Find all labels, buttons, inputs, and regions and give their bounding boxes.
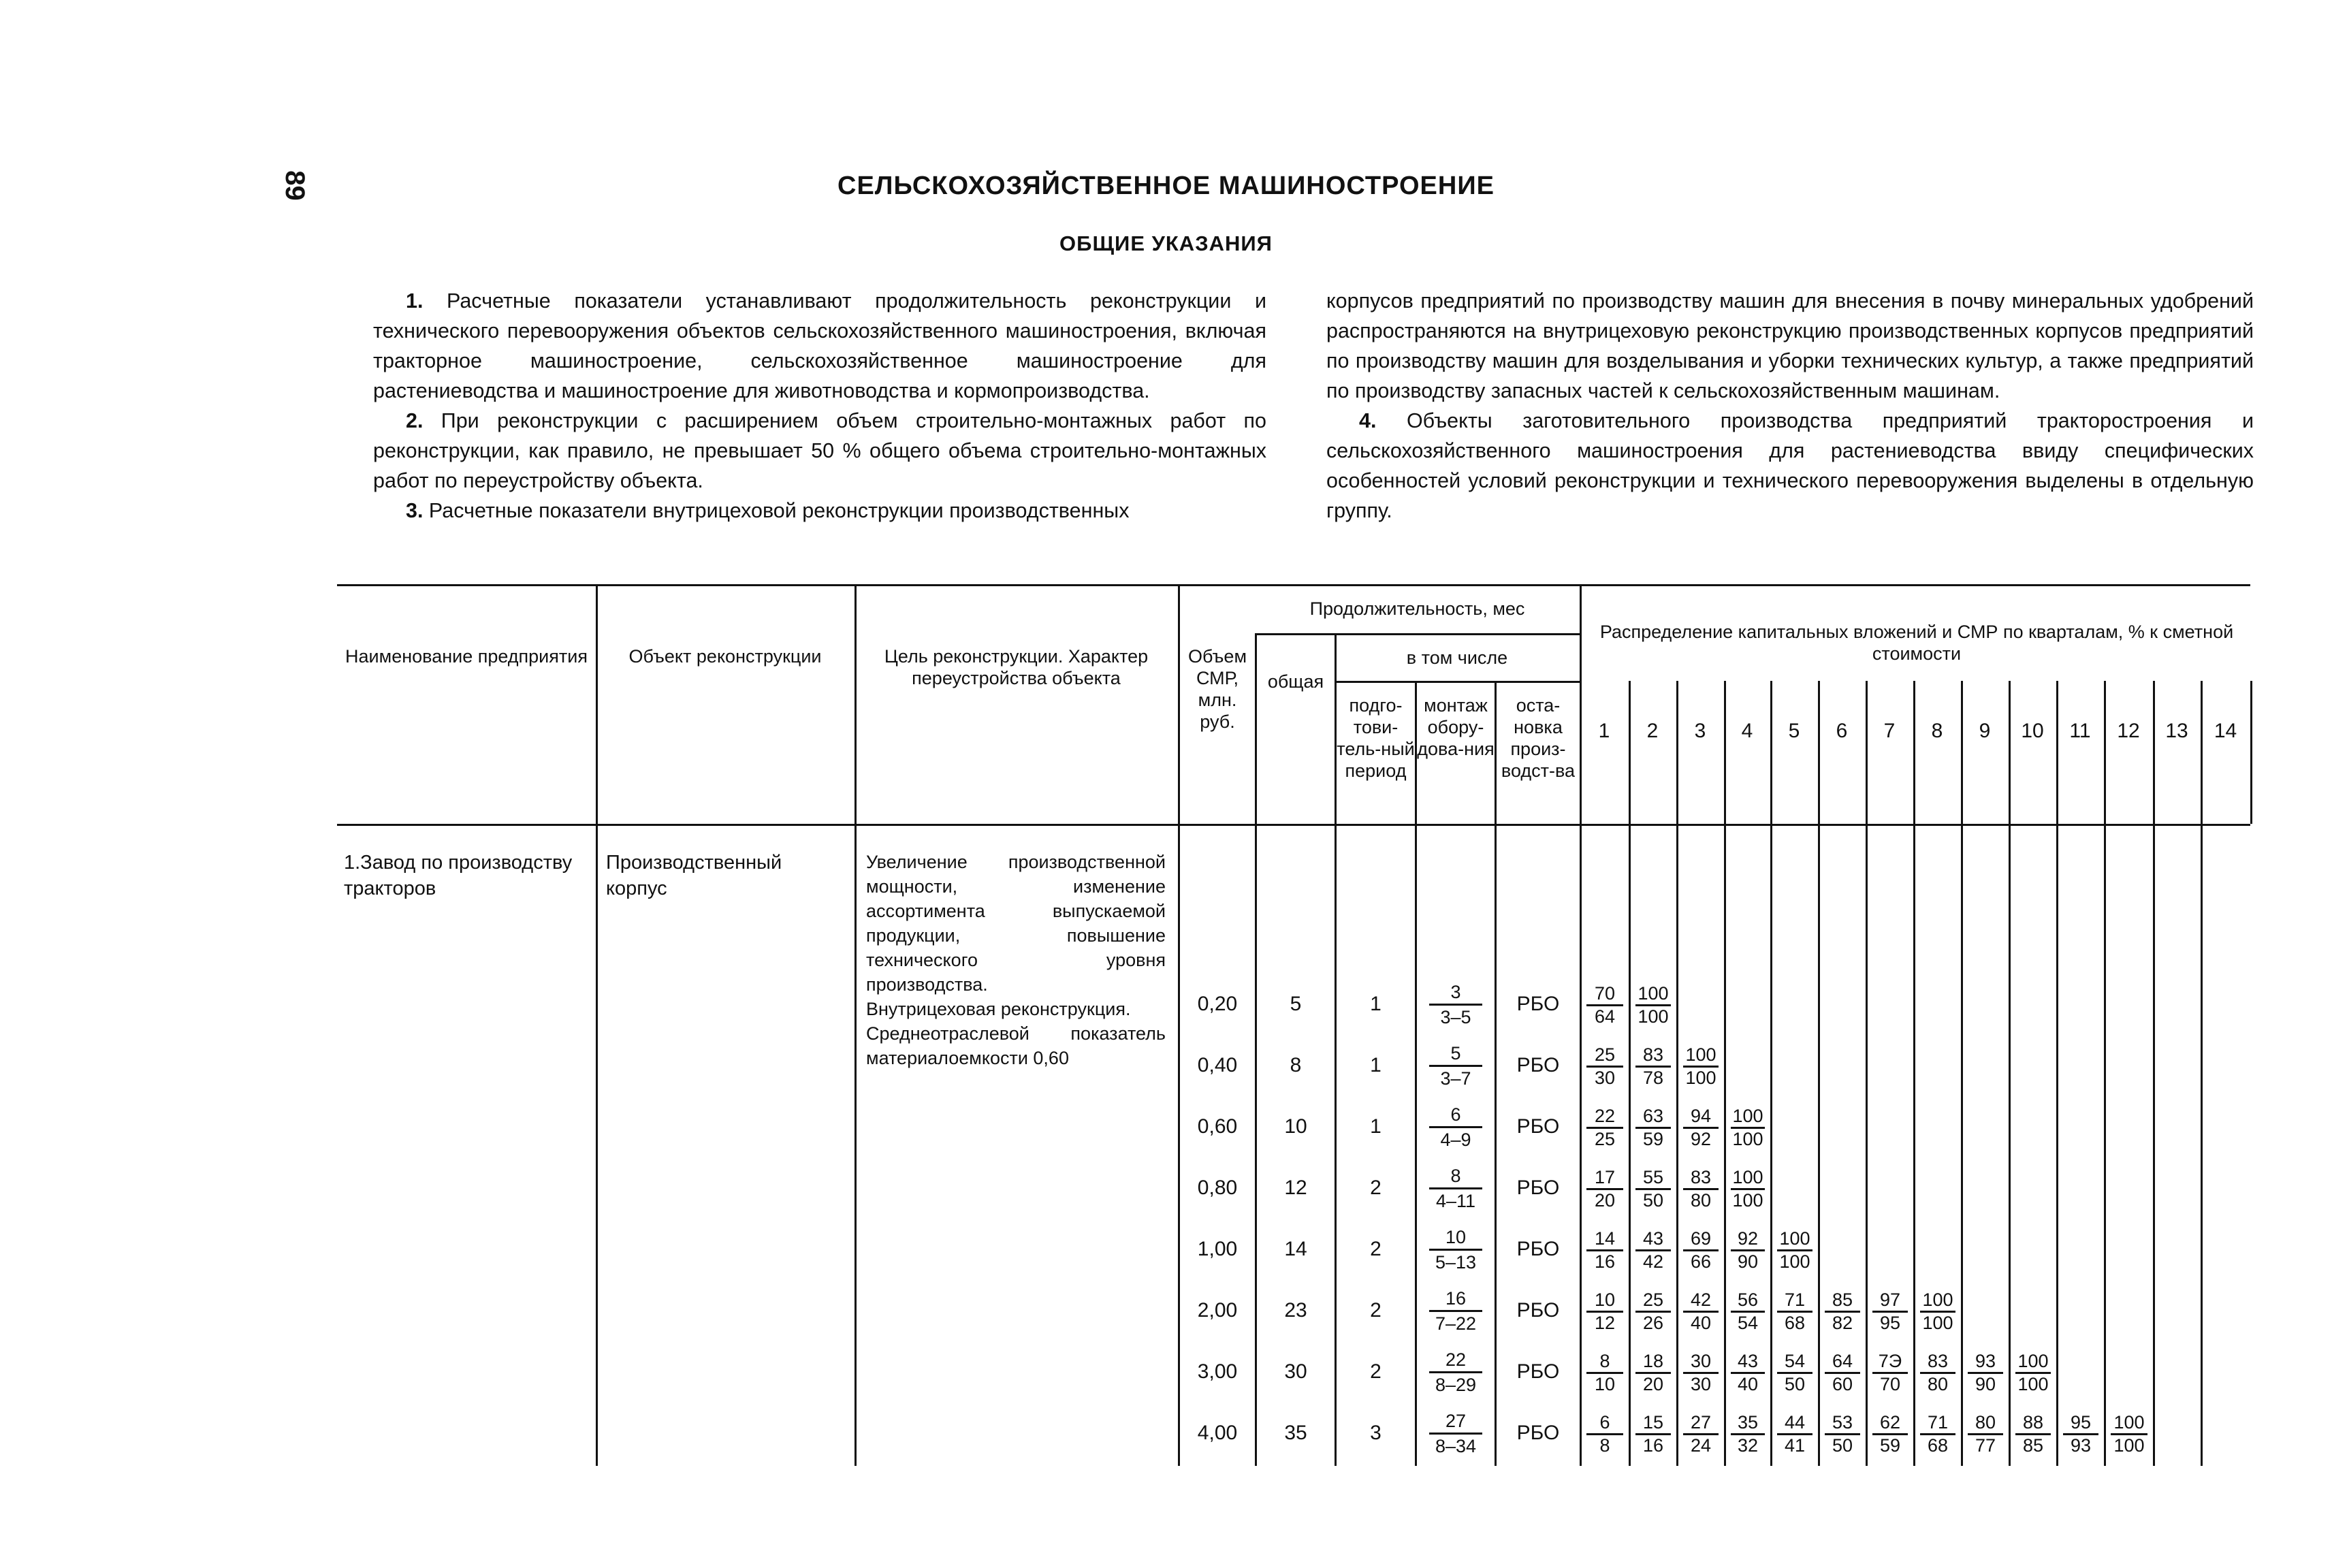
mount-window: 4–11 — [1435, 1191, 1476, 1211]
cell-volume: 0,40 — [1197, 1054, 1238, 1076]
smr-pct: 100 — [2017, 1374, 2049, 1394]
cell-total: 14 — [1284, 1238, 1307, 1260]
smr-pct: 50 — [1832, 1435, 1853, 1456]
paragraph-2-text: При реконструкции с расширением объем строительно-монтажных работ по реконструкции, как правило, не превышает 50 % общего объема строительно-монтажных работ по переустройству объекта. — [373, 409, 1266, 492]
header-duration: Продолжительность, мес — [1309, 598, 1525, 619]
cell-stop: РБО — [1516, 1054, 1560, 1076]
smr-pct: 40 — [1690, 1313, 1712, 1333]
paragraph-3-text: Расчетные показатели внутрицеховой реконструкции производственных — [423, 499, 1130, 522]
page-number: 89 — [279, 170, 310, 201]
quarter-col-rule — [1770, 681, 1772, 1466]
cell-volume: 1,00 — [1197, 1238, 1238, 1260]
table-header-bottom-rule — [337, 824, 2250, 826]
header-total: общая — [1267, 671, 1324, 692]
cell-quarter-3 — [1683, 1412, 1719, 1456]
smr-pct: 70 — [1879, 1374, 1901, 1394]
smr-pct: 66 — [1690, 1251, 1712, 1272]
mount-duration: 22 — [1429, 1348, 1482, 1373]
cell-enterprise: 1.Завод по производству тракторов — [344, 852, 573, 899]
mount-duration: 27 — [1429, 1409, 1482, 1435]
header-quarter-3: 3 — [1694, 720, 1706, 742]
paragraph-1 — [373, 286, 1266, 406]
capital-investment-pct: 10 — [1586, 1290, 1623, 1313]
cell-mount — [1417, 1226, 1495, 1274]
capital-investment-pct: 6 — [1586, 1412, 1623, 1435]
cell-prep: 2 — [1370, 1360, 1381, 1383]
header-goal: Цель реконструкции. Характер переустройства объекта — [884, 646, 1149, 688]
cell-quarter-2 — [1635, 1412, 1671, 1456]
cell-volume: 4,00 — [1197, 1422, 1238, 1444]
cell-stop: РБО — [1516, 1238, 1560, 1260]
capital-investment-pct: 8 — [1586, 1351, 1623, 1374]
capital-investment-pct: 22 — [1586, 1106, 1623, 1129]
cell-mount — [1417, 1348, 1495, 1396]
quarter-col-rule — [1866, 681, 1868, 1466]
header-volume: Объем СМР, млн. руб. — [1187, 646, 1247, 732]
cell-quarter-5 — [1777, 1228, 1812, 1273]
cell-quarter-12 — [2111, 1412, 2147, 1456]
cell-quarter-2 — [1635, 1044, 1671, 1089]
text-column-right — [1326, 286, 2254, 526]
cell-quarter-1 — [1586, 983, 1623, 1027]
smr-pct: 78 — [1642, 1068, 1664, 1088]
quarter-col-rule — [2056, 681, 2058, 1466]
paragraph-3-number: 3. — [406, 499, 424, 522]
mount-duration: 16 — [1429, 1287, 1482, 1312]
capital-investment-pct: 43 — [1635, 1228, 1671, 1251]
cell-quarter-9 — [1968, 1351, 2003, 1395]
smr-pct: 20 — [1642, 1374, 1664, 1394]
cell-quarter-1 — [1586, 1412, 1623, 1456]
header-quarter-1: 1 — [1598, 720, 1610, 742]
paragraph-2-number: 2. — [406, 409, 424, 432]
mount-duration: 8 — [1429, 1164, 1482, 1189]
smr-pct: 42 — [1642, 1251, 1664, 1272]
cell-stop: РБО — [1516, 1299, 1560, 1322]
capital-investment-pct: 56 — [1731, 1290, 1765, 1313]
quarter-col-rule — [2009, 681, 2011, 1466]
cell-quarter-7 — [1872, 1351, 1908, 1395]
cell-quarter-4 — [1731, 1228, 1765, 1273]
smr-pct: 100 — [2113, 1435, 2145, 1456]
mount-duration: 3 — [1429, 980, 1482, 1006]
paragraph-3 — [373, 496, 1266, 526]
header-quarter-4: 4 — [1741, 720, 1753, 742]
capital-investment-pct: 92 — [1731, 1228, 1765, 1251]
smr-pct: 16 — [1642, 1435, 1664, 1456]
paragraph-2 — [373, 406, 1266, 496]
col-rule-8 — [1580, 584, 1582, 1466]
mount-window: 8–29 — [1435, 1375, 1477, 1395]
capital-investment-pct: 100 — [2015, 1351, 2051, 1374]
cell-prep: 2 — [1370, 1299, 1381, 1322]
cell-object: Производственный корпус — [606, 852, 782, 899]
capital-investment-pct: 100 — [1731, 1106, 1765, 1129]
goal-text-2: Внутрицеховая реконструкция. — [866, 999, 1131, 1019]
cell-volume: 2,00 — [1197, 1299, 1238, 1322]
paragraph-4-text: Объекты заготовительного производства предприятий тракторостроения и сельскохозяйственного машиностроения для растениеводства ввиду специфических особенностей условий реконструкции и технического перевооружения выделены в отдельную группу. — [1326, 409, 2254, 522]
paragraph-3-continued: корпусов предприятий по производству машин для внесения в почву минеральных удобрений распространяются на внутрицеховую реконструкцию производственных корпусов предприятий по производству машин для возделывания и уборки технических культур, а также предприятий по производству запасных частей к сельскохозяйственным машинам. — [1326, 289, 2254, 402]
mount-window: 5–13 — [1435, 1252, 1477, 1273]
cell-mount — [1417, 1103, 1495, 1151]
cell-total: 30 — [1284, 1360, 1307, 1383]
smr-pct: 50 — [1784, 1374, 1806, 1394]
mount-window: 8–34 — [1435, 1436, 1477, 1456]
goal-text-3: Среднеотраслевой показатель материалоемкости 0,60 — [866, 1023, 1166, 1068]
cell-stop: РБО — [1516, 1360, 1560, 1383]
header-quarter-11: 11 — [2069, 720, 2091, 742]
cell-quarter-4 — [1731, 1290, 1765, 1334]
smr-pct: 68 — [1927, 1435, 1949, 1456]
capital-investment-pct: 14 — [1586, 1228, 1623, 1251]
cell-quarter-8 — [1920, 1290, 1955, 1334]
cell-quarter-3 — [1683, 1167, 1719, 1211]
cell-prep: 3 — [1370, 1422, 1381, 1444]
cell-quarter-5 — [1777, 1412, 1812, 1456]
cell-prep: 1 — [1370, 1054, 1381, 1076]
cell-stop: РБО — [1516, 1177, 1560, 1199]
smr-pct: 100 — [1779, 1251, 1810, 1272]
mount-duration: 10 — [1429, 1226, 1482, 1251]
cell-mount — [1417, 1287, 1495, 1335]
mount-duration: 6 — [1429, 1103, 1482, 1128]
capital-investment-pct: 85 — [1825, 1290, 1860, 1313]
capital-investment-pct: 100 — [1731, 1167, 1765, 1190]
cell-quarter-3 — [1683, 1290, 1719, 1334]
capital-investment-pct: 30 — [1683, 1351, 1719, 1374]
smr-pct: 12 — [1594, 1313, 1616, 1333]
header-prep: подго-тови-тель-ный период — [1337, 695, 1415, 781]
capital-investment-pct: 71 — [1920, 1412, 1955, 1435]
mount-duration: 5 — [1429, 1042, 1482, 1067]
quarter-col-rule — [2153, 681, 2155, 1466]
smr-pct: 80 — [1690, 1190, 1712, 1211]
smr-pct: 25 — [1594, 1129, 1616, 1149]
capital-investment-pct: 83 — [1920, 1351, 1955, 1374]
cell-mount — [1417, 980, 1495, 1029]
cell-quarter-2 — [1635, 1228, 1671, 1273]
cell-quarter-1 — [1586, 1351, 1623, 1395]
text-column-left — [373, 286, 1266, 526]
paragraph-4-number: 4. — [1359, 409, 1377, 432]
header-including: в том числе — [1406, 647, 1508, 668]
capital-investment-pct: 100 — [1683, 1044, 1719, 1068]
header-quarter-2: 2 — [1646, 720, 1659, 742]
header-quarter-5: 5 — [1788, 720, 1800, 742]
col-rule-4 — [1255, 633, 1257, 1466]
cell-quarter-9 — [1968, 1412, 2003, 1456]
duration-header-rule — [1255, 633, 1580, 635]
capital-investment-pct: 100 — [1920, 1290, 1955, 1313]
cell-quarter-8 — [1920, 1412, 1955, 1456]
smr-pct: 60 — [1832, 1374, 1853, 1394]
cell-total: 8 — [1290, 1054, 1302, 1076]
capital-investment-pct: 97 — [1872, 1290, 1908, 1313]
smr-pct: 20 — [1594, 1190, 1616, 1211]
smr-pct: 90 — [1975, 1374, 1996, 1394]
smr-pct: 82 — [1832, 1313, 1853, 1333]
smr-pct: 40 — [1737, 1374, 1759, 1394]
smr-pct: 50 — [1642, 1190, 1664, 1211]
quarter-col-rule — [1961, 681, 1963, 1466]
smr-pct: 26 — [1642, 1313, 1664, 1333]
cell-quarter-1 — [1586, 1106, 1623, 1150]
smr-pct: 30 — [1690, 1374, 1712, 1394]
capital-investment-pct: 80 — [1968, 1412, 2003, 1435]
cell-total: 5 — [1290, 993, 1302, 1015]
mount-window: 7–22 — [1435, 1313, 1477, 1334]
smr-pct: 100 — [1638, 1006, 1669, 1027]
cell-quarter-6 — [1825, 1412, 1860, 1456]
capital-investment-pct: 100 — [2111, 1412, 2147, 1435]
cell-prep: 1 — [1370, 993, 1381, 1015]
capital-investment-pct: 100 — [1635, 983, 1671, 1006]
header-object: Объект реконструкции — [628, 646, 822, 667]
table-top-rule — [337, 584, 2250, 586]
capital-investment-pct: 63 — [1635, 1106, 1671, 1129]
cell-quarter-1 — [1586, 1290, 1623, 1334]
cell-quarter-7 — [1872, 1412, 1908, 1456]
quarter-col-rule — [1818, 681, 1820, 1466]
cell-quarter-8 — [1920, 1351, 1955, 1395]
cell-quarter-4 — [1731, 1412, 1765, 1456]
paragraph-4 — [1326, 406, 2254, 526]
smr-pct: 16 — [1594, 1251, 1616, 1272]
smr-pct: 41 — [1784, 1435, 1806, 1456]
cell-goal — [866, 850, 1166, 1070]
quarter-col-rule — [1629, 681, 1631, 1466]
cell-quarter-2 — [1635, 1290, 1671, 1334]
cell-volume: 0,60 — [1197, 1115, 1238, 1138]
header-quarter-13: 13 — [2165, 720, 2188, 742]
capital-investment-pct: 54 — [1777, 1351, 1812, 1374]
cell-quarter-1 — [1586, 1228, 1623, 1273]
mount-window: 4–9 — [1440, 1130, 1471, 1150]
quarter-col-rule — [2201, 681, 2203, 1466]
capital-investment-pct: 7Э — [1872, 1351, 1908, 1374]
mount-window: 3–7 — [1440, 1068, 1471, 1089]
capital-investment-pct: 71 — [1777, 1290, 1812, 1313]
cell-volume: 0,20 — [1197, 993, 1238, 1015]
smr-pct: 100 — [1922, 1313, 1953, 1333]
cell-quarter-5 — [1777, 1351, 1812, 1395]
smr-pct: 8 — [1599, 1435, 1610, 1456]
capital-investment-pct: 44 — [1777, 1412, 1812, 1435]
cell-mount — [1417, 1409, 1495, 1458]
capital-investment-pct: 69 — [1683, 1228, 1719, 1251]
smr-pct: 100 — [1685, 1068, 1716, 1088]
header-stop: оста-новка произ-водст-ва — [1501, 695, 1576, 781]
goal-text-1: Увеличение производственной мощности, изменение ассортимента выпускаемой продукции, повышение технического уровня производства. — [866, 852, 1166, 995]
smr-pct: 64 — [1594, 1006, 1616, 1027]
cell-stop: РБО — [1516, 1422, 1560, 1444]
capital-investment-pct: 88 — [2015, 1412, 2051, 1435]
cell-quarter-11 — [2063, 1412, 2098, 1456]
cell-volume: 3,00 — [1197, 1360, 1238, 1383]
smr-pct: 59 — [1642, 1129, 1664, 1149]
smr-pct: 32 — [1737, 1435, 1759, 1456]
cell-volume: 0,80 — [1197, 1177, 1238, 1199]
smr-pct: 92 — [1690, 1129, 1712, 1149]
header-enterprise: Наименование предприятия — [345, 646, 588, 667]
cell-prep: 1 — [1370, 1115, 1381, 1138]
cell-stop: РБО — [1516, 993, 1560, 1015]
capital-investment-pct: 100 — [1777, 1228, 1812, 1251]
capital-investment-pct: 55 — [1635, 1167, 1671, 1190]
smr-pct: 68 — [1784, 1313, 1806, 1333]
quarter-col-rule — [1724, 681, 1726, 1466]
capital-investment-pct: 94 — [1683, 1106, 1719, 1129]
cell-quarter-5 — [1777, 1290, 1812, 1334]
smr-pct: 93 — [2070, 1435, 2092, 1456]
cell-quarter-10 — [2015, 1412, 2051, 1456]
capital-investment-pct: 43 — [1731, 1351, 1765, 1374]
cell-mount — [1417, 1042, 1495, 1090]
cell-total: 23 — [1284, 1299, 1307, 1322]
capital-investment-pct: 62 — [1872, 1412, 1908, 1435]
capital-investment-pct: 35 — [1731, 1412, 1765, 1435]
capital-investment-pct: 17 — [1586, 1167, 1623, 1190]
cell-prep: 2 — [1370, 1177, 1381, 1199]
smr-pct: 85 — [2022, 1435, 2044, 1456]
col-rule-1 — [596, 584, 598, 1466]
capital-investment-pct: 18 — [1635, 1351, 1671, 1374]
header-quarter-9: 9 — [1979, 720, 1991, 742]
cell-quarter-3 — [1683, 1228, 1719, 1273]
smr-pct: 24 — [1690, 1435, 1712, 1456]
smr-pct: 59 — [1879, 1435, 1901, 1456]
smr-pct: 100 — [1732, 1129, 1763, 1149]
cell-total: 10 — [1284, 1115, 1307, 1138]
header-quarter-7: 7 — [1883, 720, 1896, 742]
capital-investment-pct: 42 — [1683, 1290, 1719, 1313]
including-header-rule — [1335, 681, 1580, 683]
capital-investment-pct: 15 — [1635, 1412, 1671, 1435]
cell-stop: РБО — [1516, 1115, 1560, 1138]
cell-quarter-1 — [1586, 1044, 1623, 1089]
header-quarter-12: 12 — [2117, 720, 2140, 742]
paragraph-1-number: 1. — [406, 289, 424, 313]
cell-quarter-3 — [1683, 1106, 1719, 1150]
cell-quarter-4 — [1731, 1167, 1765, 1211]
header-quarter-8: 8 — [1931, 720, 1943, 742]
cell-mount — [1417, 1164, 1495, 1213]
mount-window: 3–5 — [1440, 1007, 1471, 1027]
cell-quarter-3 — [1683, 1351, 1719, 1395]
capital-investment-pct: 93 — [1968, 1351, 2003, 1374]
capital-investment-pct: 27 — [1683, 1412, 1719, 1435]
capital-investment-pct: 83 — [1635, 1044, 1671, 1068]
quarter-col-rule — [1676, 681, 1678, 1466]
capital-investment-pct: 95 — [2063, 1412, 2098, 1435]
header-distribution: Распределение капитальных вложений и СМР по кварталам, % к сметной стоимости — [1599, 622, 2234, 664]
cell-total: 35 — [1284, 1422, 1307, 1444]
cell-quarter-4 — [1731, 1351, 1765, 1395]
capital-investment-pct: 53 — [1825, 1412, 1860, 1435]
quarter-col-rule — [2104, 681, 2106, 1466]
header-quarter-6: 6 — [1836, 720, 1848, 742]
cell-quarter-7 — [1872, 1290, 1908, 1334]
quarter-col-rule — [2250, 681, 2252, 824]
section-subtitle: ОБЩИЕ УКАЗАНИЯ — [1059, 231, 1273, 255]
cell-quarter-6 — [1825, 1351, 1860, 1395]
cell-quarter-2 — [1635, 1351, 1671, 1395]
cell-quarter-2 — [1635, 1167, 1671, 1211]
page-title: СЕЛЬСКОХОЗЯЙСТВЕННОЕ МАШИНОСТРОЕНИЕ — [837, 172, 1495, 200]
capital-investment-pct: 70 — [1586, 983, 1623, 1006]
col-rule-2 — [854, 584, 857, 1466]
capital-investment-pct: 64 — [1825, 1351, 1860, 1374]
cell-prep: 2 — [1370, 1238, 1381, 1260]
capital-investment-pct: 83 — [1683, 1167, 1719, 1190]
cell-quarter-1 — [1586, 1167, 1623, 1211]
header-mount: монтаж обору-дова-ния — [1417, 695, 1495, 759]
smr-pct: 77 — [1975, 1435, 1996, 1456]
cell-quarter-3 — [1683, 1044, 1719, 1089]
smr-pct: 80 — [1927, 1374, 1949, 1394]
header-quarter-14: 14 — [2214, 720, 2237, 742]
quarter-col-rule — [1913, 681, 1915, 1466]
smr-pct: 90 — [1737, 1251, 1759, 1272]
header-quarter-10: 10 — [2021, 720, 2044, 742]
cell-quarter-2 — [1635, 983, 1671, 1027]
smr-pct: 10 — [1594, 1374, 1616, 1394]
cell-quarter-6 — [1825, 1290, 1860, 1334]
smr-pct: 95 — [1879, 1313, 1901, 1333]
smr-pct: 100 — [1732, 1190, 1763, 1211]
cell-total: 12 — [1284, 1177, 1307, 1199]
cell-quarter-10 — [2015, 1351, 2051, 1395]
smr-pct: 54 — [1737, 1313, 1759, 1333]
capital-investment-pct: 25 — [1586, 1044, 1623, 1068]
cell-quarter-4 — [1731, 1106, 1765, 1150]
cell-quarter-2 — [1635, 1106, 1671, 1150]
capital-investment-pct: 25 — [1635, 1290, 1671, 1313]
paragraph-1-text: Расчетные показатели устанавливают продолжительность реконструкции и технического перевооружения объектов сельскохозяйственного машиностроения, включая тракторное машиностроение, сельскохозяйственное машиностроение для растениеводства и машиностроение для животноводства и кормопроизводства. — [373, 289, 1266, 402]
smr-pct: 30 — [1594, 1068, 1616, 1088]
